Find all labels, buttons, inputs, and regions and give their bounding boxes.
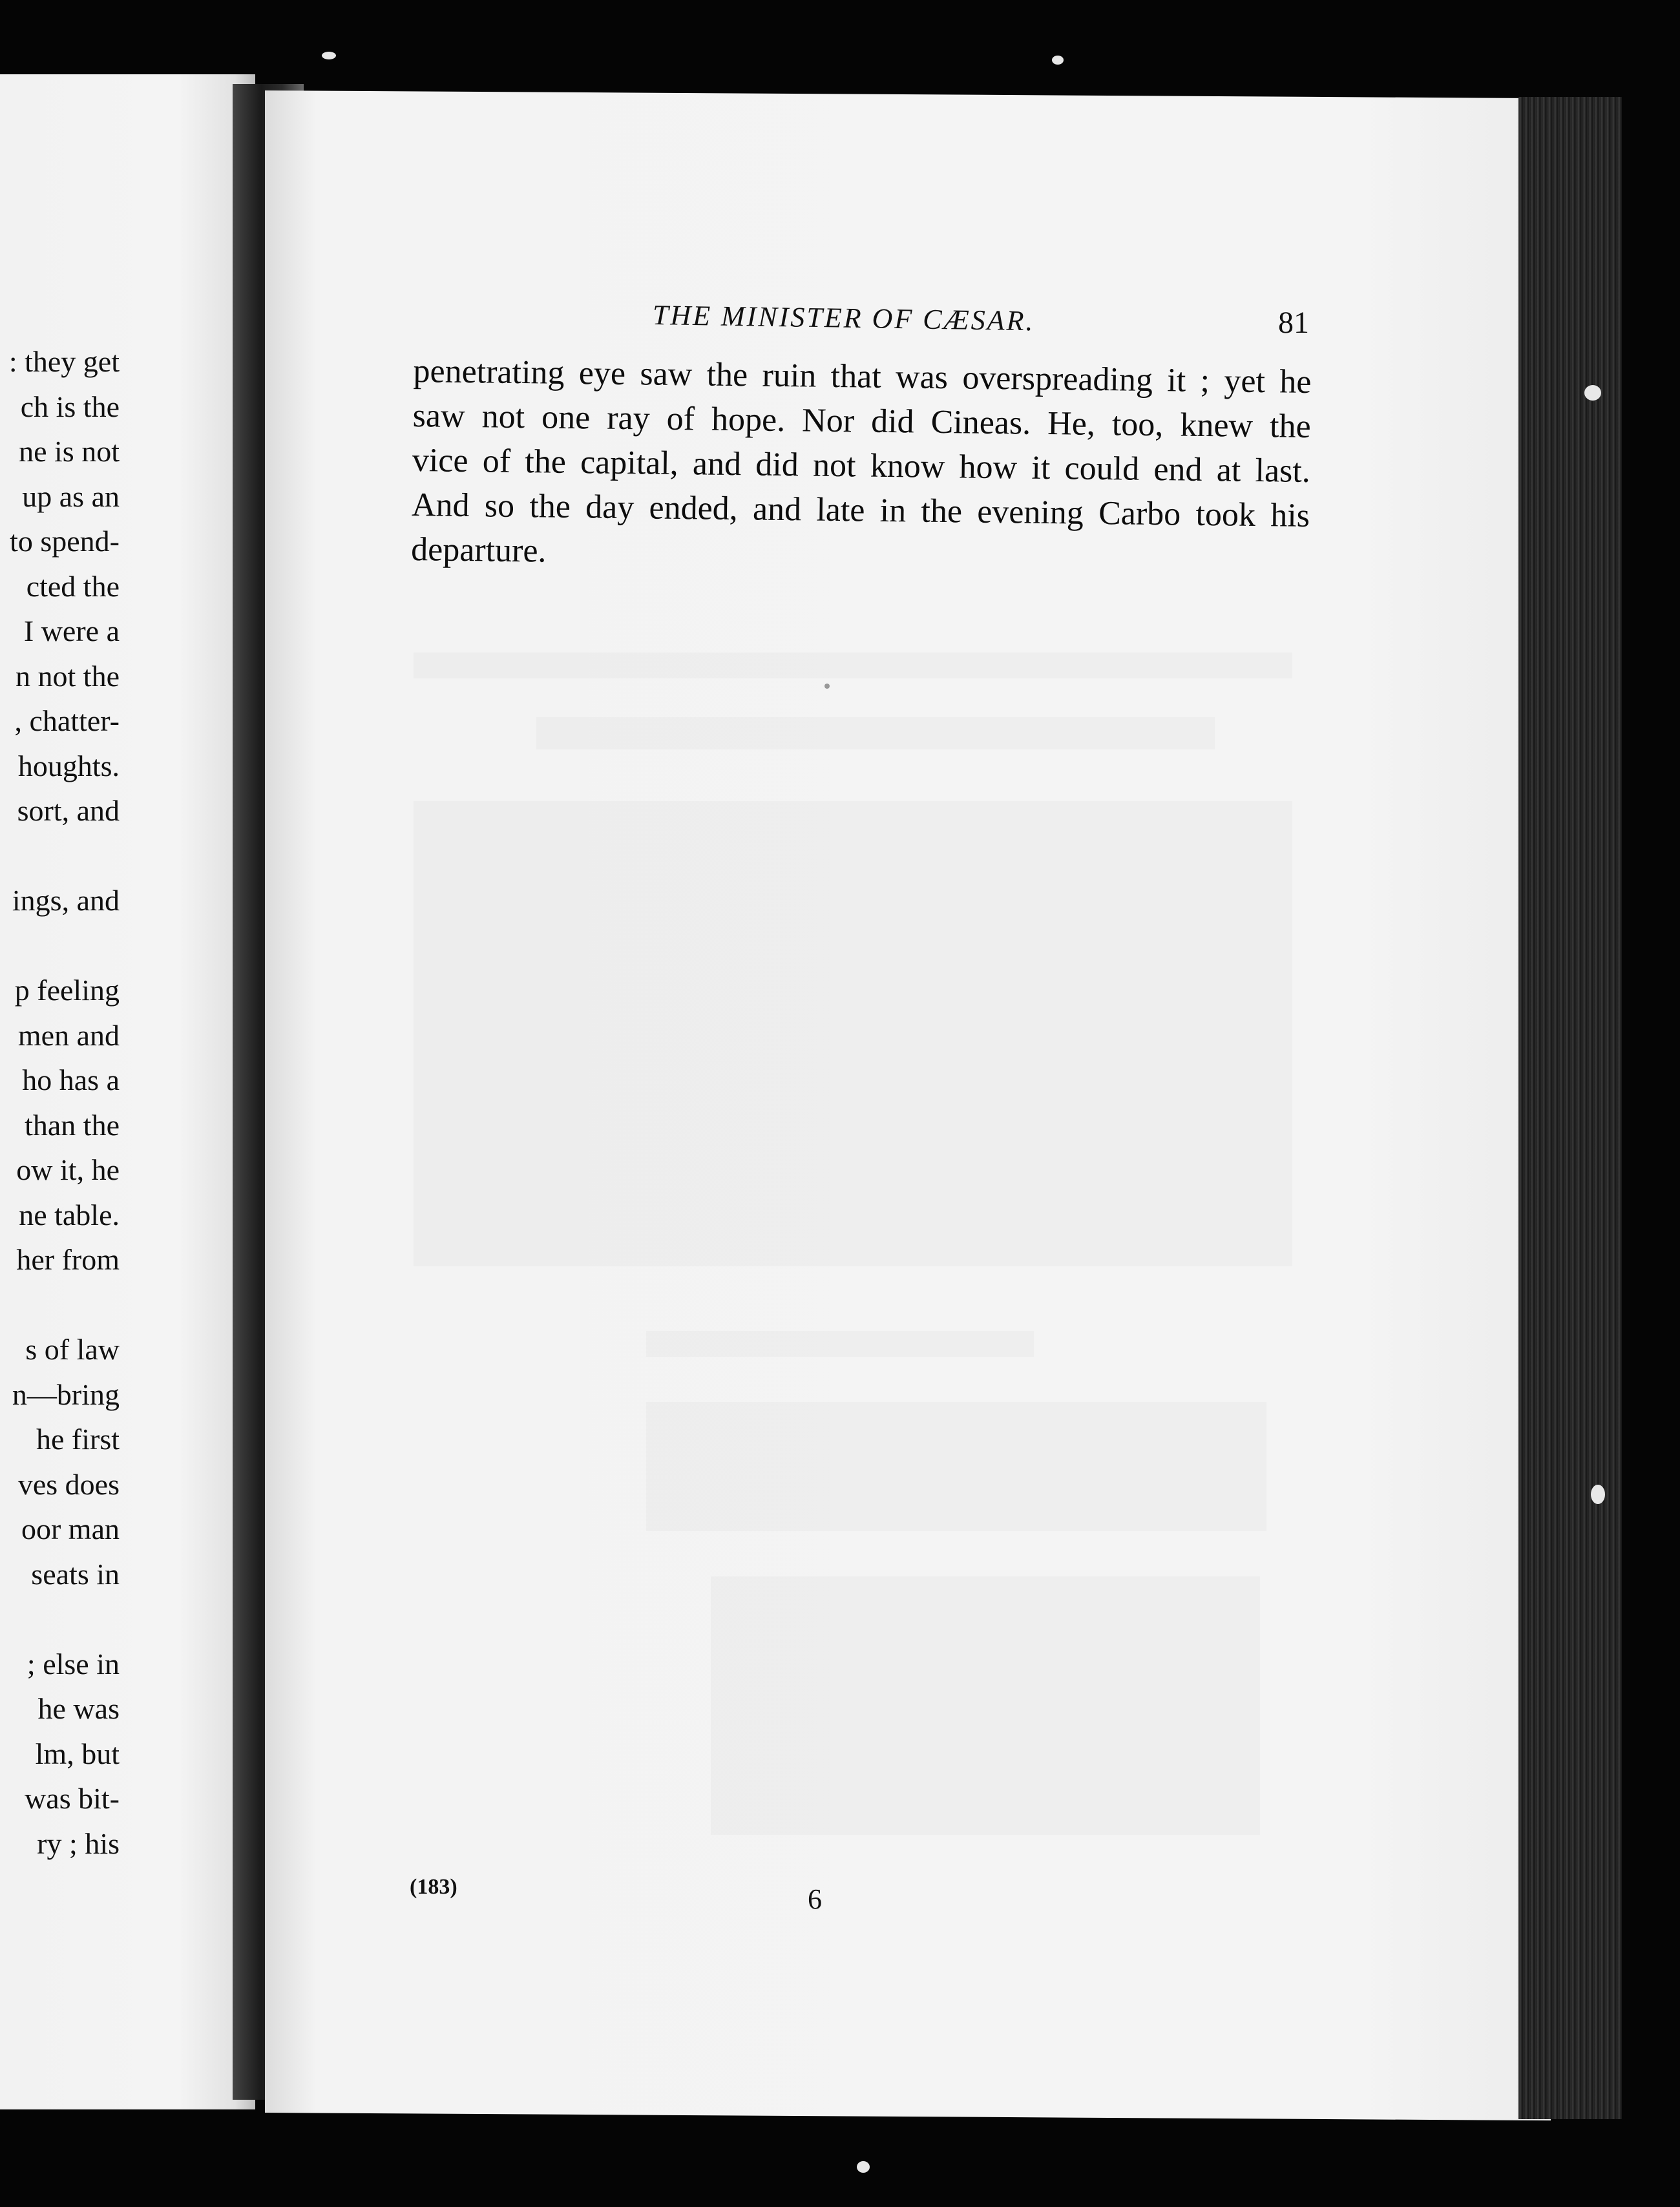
left-page-line: was bit- <box>25 1782 120 1815</box>
body-line: And so the day ended, and late in the evening Carbo took his <box>411 486 1310 534</box>
left-page-line: ves does <box>17 1467 120 1501</box>
left-page-line <box>0 833 120 879</box>
left-page-text <box>0 339 120 1866</box>
printer-signature: (183) <box>410 1875 457 1899</box>
left-page-line: cted the <box>26 569 120 603</box>
body-line: penetrating eye saw the ruin that was overspreading it ; yet he <box>413 352 1312 401</box>
left-page-line: ne is not <box>19 435 120 468</box>
left-page-line: ry ; his <box>37 1826 120 1860</box>
left-facing-page <box>0 74 255 2109</box>
bleed-through <box>414 801 1292 1266</box>
left-page-line: up as an <box>22 479 120 513</box>
left-page-line: sort, and <box>17 794 120 827</box>
left-page-line: than the <box>25 1108 120 1142</box>
bleed-through <box>646 1402 1266 1531</box>
left-page-line: oor man <box>21 1512 120 1545</box>
body-line: saw not one ray of hope. Nor did Cineas. He, too, knew the <box>412 397 1311 445</box>
bleed-through <box>711 1576 1260 1835</box>
dust-speck <box>1591 1485 1605 1504</box>
left-page-line <box>0 1282 120 1328</box>
left-page-line: seats in <box>31 1557 120 1591</box>
left-page-line: I were a <box>23 614 120 647</box>
dust-speck <box>322 52 336 59</box>
left-page-line: ings, and <box>12 884 120 917</box>
left-page-line: p feeling <box>14 974 120 1007</box>
page-number: 81 <box>1278 306 1309 340</box>
left-page-line: he first <box>36 1423 120 1456</box>
left-page-line: s of law <box>25 1333 120 1366</box>
left-page-line: ; else in <box>26 1647 120 1680</box>
dust-speck <box>857 2161 870 2173</box>
signature-mark: 6 <box>808 1883 822 1915</box>
body-line: vice of the capital, and did not know how it could end at last. <box>412 441 1311 490</box>
dust-speck <box>1584 385 1601 401</box>
page-edge <box>1518 97 1622 2119</box>
left-page-line <box>0 923 120 968</box>
bleed-through <box>414 653 1292 678</box>
left-page-line <box>0 1596 120 1642</box>
running-head: THE MINISTER OF CÆSAR. <box>652 299 1035 337</box>
left-page-line: to spend- <box>10 525 120 558</box>
left-page-line: lm, but <box>35 1737 120 1770</box>
left-page-line: n—bring <box>12 1377 120 1411</box>
dust-speck <box>1052 56 1064 65</box>
body-line: departure. <box>410 530 547 570</box>
body-text <box>411 349 1312 583</box>
left-page-line: ow it, he <box>16 1153 120 1186</box>
left-page-line: ho has a <box>22 1063 120 1096</box>
bleed-through <box>536 717 1215 749</box>
left-page-line: houghts. <box>17 749 120 782</box>
dust-speck <box>824 684 830 689</box>
left-page-line: : they get <box>8 345 120 378</box>
left-page-line: , chatter- <box>14 704 120 737</box>
bleed-through <box>646 1331 1034 1357</box>
left-page-line: ch is the <box>20 390 120 423</box>
left-page-line: men and <box>17 1018 120 1052</box>
left-page-line: n not the <box>16 659 120 693</box>
left-page-line: ne table. <box>19 1198 120 1231</box>
left-page-line: her from <box>16 1243 120 1276</box>
left-page-line: he was <box>37 1692 120 1725</box>
